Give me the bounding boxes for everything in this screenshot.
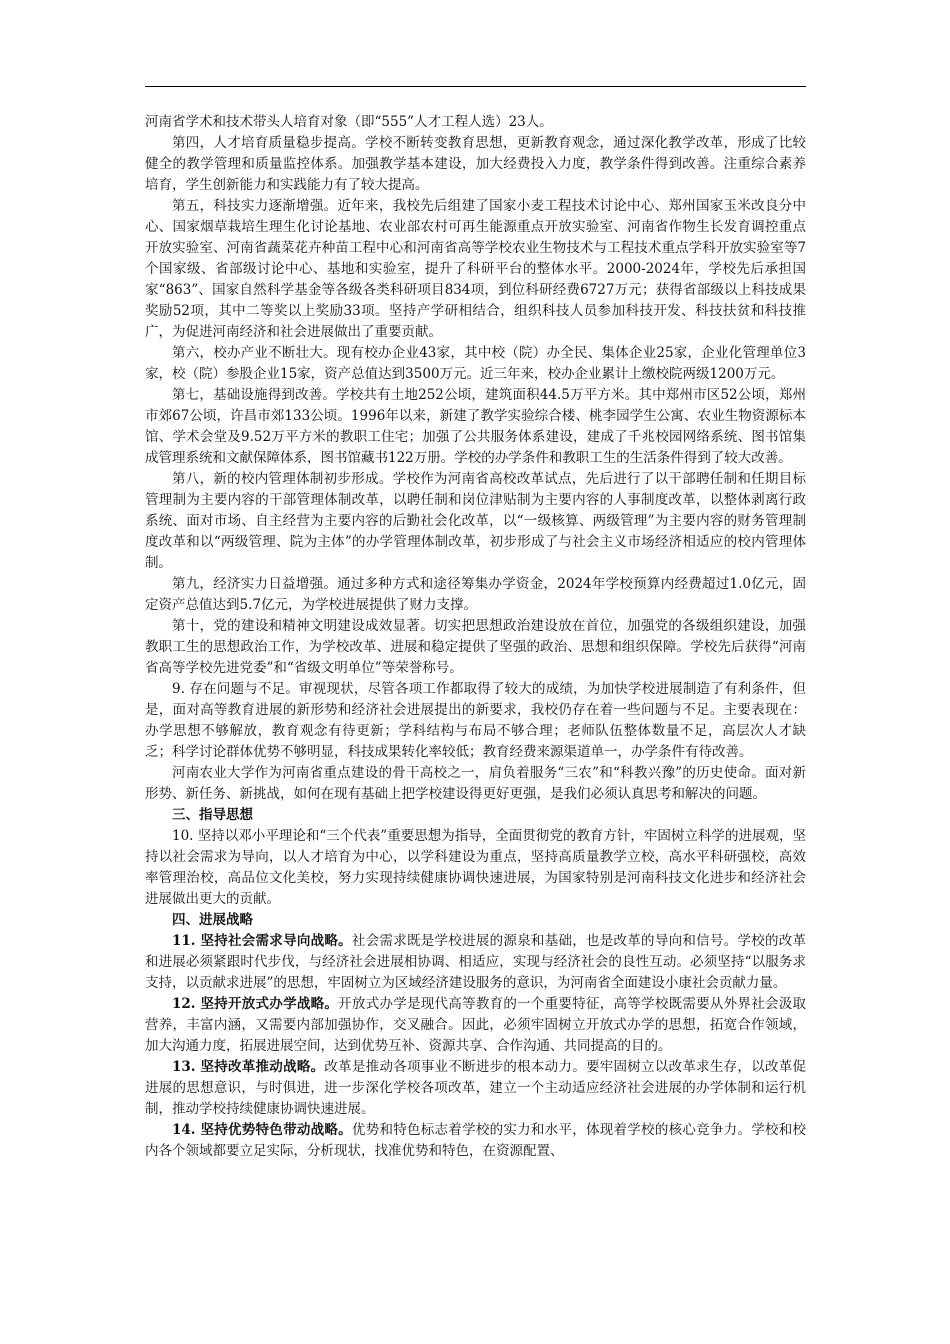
paragraph-talent-training: 第四，人才培育质量稳步提高。学校不断转变教育思想，更新教育观念，通过深化教学改革，形成了比较健全的教学管理和质量监控体系。加强教学基本建设，加大经费投入力度，教学条件得到改善。注重综合素养培育，学生创新能力和实践能力有了较大提高。 (145, 135, 806, 193)
document-body (145, 112, 806, 1162)
paragraph-continuation: 河南省学术和技术带头人培育对象（即“555”人才工程人选）23人。 (145, 114, 553, 130)
paragraph-party-building: 第十，党的建设和精神文明建设成效显著。切实把思想政治建设放在首位，加强党的各级组织建设，加强教职工生的思想政治工作，为学校改革、进展和稳定提供了坚强的政治、思想和组织保障。学校先后获得“河南省高等学校先进党委”和“省级文明单位”等荣誉称号。 (145, 618, 806, 676)
strategy-reform-lead: 13. 坚持改革推动战略。 (172, 1059, 325, 1075)
paragraph-strategy-open (145, 994, 806, 1057)
strategy-open-lead: 12. 坚持开放式办学战略。 (172, 996, 339, 1012)
paragraph-problems: 9. 存在问题与不足。审视现状，尽管各项工作都取得了较大的成绩，为加快学校进展制造了有利条件，但是，面对高等教育进展的新形势和经济社会进展提出的新要求，我校仍存在着一些问题与不足。主要表现在：办学思想不够解放，教育观念有待更新；学科结构与布局不够合理；老师队伍整体数量不足，高层次人才缺乏；科学讨论群体优势不够明显，科技成果转化率较低；教育经费来源渠道单一，办学条件有待改善。 (145, 681, 806, 760)
section-heading-guiding-thought: 三、指导思想 (172, 807, 253, 823)
strategy-demand-text: 社会需求既是学校进展的源泉和基础，也是改革的导向和信号。学校的改革和进展必须紧跟时代步伐，与经济社会进展相协调、相适应，实现与经济社会的良性互动。必须坚持“以服务求支持，以贡献求进展”的思想，牢固树立为区域经济建设服务的意识，为河南省全面建设小康社会贡献力量。 (145, 933, 807, 991)
paragraph-management-system: 第八，新的校内管理体制初步形成。学校作为河南省高校改革试点，先后进行了以干部聘任制和任期目标管理制为主要内容的干部管理体制改革，以聘任制和岗位津贴制为主要内容的人事制度改革，以整体剥离行政系统、面对市场、自主经营为主要内容的后勤社会化改革，以“一级核算、两级管理”为主要内容的财务管理制度改革和以“两级管理、院为主体”的办学管理体制改革，初步形成了与社会主义市场经济相适应的校内管理体制。 (145, 471, 806, 571)
strategy-open-text: 开放式办学是现代高等教育的一个重要特征，高等学校既需要从外界社会汲取营养，丰富内涵，又需要内部加强协作，交叉融合。因此，必须牢固树立开放式办学的思想，拓宽合作领域，加大沟通力度，拓展进展空间，达到优势互补、资源共享、合作沟通、共同提高的目的。 (145, 996, 806, 1054)
paragraph-strategy-demand (145, 931, 806, 994)
section-heading-strategy: 四、进展战略 (172, 912, 253, 928)
paragraph-strategy-reform (145, 1057, 806, 1120)
strategy-advantage-text: 优势和特色标志着学校的实力和水平，体现着学校的核心竞争力。学校和校内各个领域都要立足实际，分析现状，找准优势和特色，在资源配置、 (145, 1122, 807, 1159)
paragraph-guiding-thought: 10. 坚持以邓小平理论和“三个代表”重要思想为指导，全面贯彻党的教育方针，牢固树立科学的进展观，坚持以社会需求为导向，以人才培育为中心，以学科建设为重点，坚持高质量教学立校，高水平科研强校，高效率管理治校，高品位文化美校，努力实现持续健康协调快速进展，为国家特别是河南科技文化进步和经济社会进展做出更大的贡献。 (145, 828, 806, 907)
paragraph-economic-strength: 第九，经济实力日益增强。通过多种方式和途径筹集办学资金，2024年学校预算内经费超过1.0亿元，固定资产总值达到5.7亿元，为学校进展提供了财力支撑。 (145, 576, 806, 613)
paragraph-infrastructure: 第七，基础设施得到改善。学校共有土地252公顷，建筑面积44.5万平方米。其中郑州市区52公顷，郑州市郊67公顷，许昌市郊133公顷。1996年以来，新建了教学实验综合楼、桃李园学生公寓、农业生物资源标本馆、学术会堂及9.52万平方米的教职工住宅；加强了公共服务体系建设，建成了千兆校园网络系统、图书馆集成管理系统和文献保障体系，图书馆藏书122万册。学校的办学条件和教职工生的生活条件得到了较大改善。 (145, 387, 806, 466)
paragraph-research-strength: 第五，科技实力逐渐增强。近年来，我校先后组建了国家小麦工程技术讨论中心、郑州国家玉米改良分中心、国家烟草栽培生理生化讨论基地、农业部农村可再生能源重点开放实验室、河南省作物生长发育调控重点开放实验室、河南省蔬菜花卉种苗工程中心和河南省高等学校农业生物技术与工程技术重点学科开放实验室等7个国家级、省部级讨论中心、基地和实验室，提升了科研平台的整体水平。2000-2024年，学校先后承担国家“863”、国家自然科学基金等各级各类科研项目834项，到位科研经费6727万元；获得省部级以上科技成果奖励52项，其中二等奖以上奖励33项。坚持产学研相结合，组织科技人员参加科技开发、科技扶贫和科技推广，为促进河南经济和社会进展做出了重要贡献。 (145, 198, 806, 340)
strategy-demand-lead: 11. 坚持社会需求导向战略。 (172, 933, 352, 949)
strategy-reform-text: 改革是推动各项事业不断进步的根本动力。要牢固树立以改革求生存，以改革促进展的思想意识，与时俱进，进一步深化学校各项改革，建立一个主动适应经济社会进展的办学体制和运行机制，推动学校持续健康协调快速进展。 (145, 1059, 807, 1117)
paragraph-mission: 河南农业大学作为河南省重点建设的骨干高校之一，肩负着服务“三农”和“科教兴豫”的历史使命。面对新形势、新任务、新挑战，如何在现有基础上把学校建设得更好更强，是我们必须认真思考和解决的问题。 (145, 765, 806, 802)
paragraph-strategy-advantage (145, 1120, 806, 1162)
paragraph-school-industry: 第六，校办产业不断壮大。现有校办企业43家，其中校（院）办全民、集体企业25家，企业化管理单位3家，校（院）参股企业15家，资产总值达到3500万元。近三年来，校办企业累计上缴校院两级1200万元。 (145, 345, 806, 382)
strategy-advantage-lead: 14. 坚持优势特色带动战略。 (172, 1122, 352, 1138)
header-rule (145, 86, 806, 87)
